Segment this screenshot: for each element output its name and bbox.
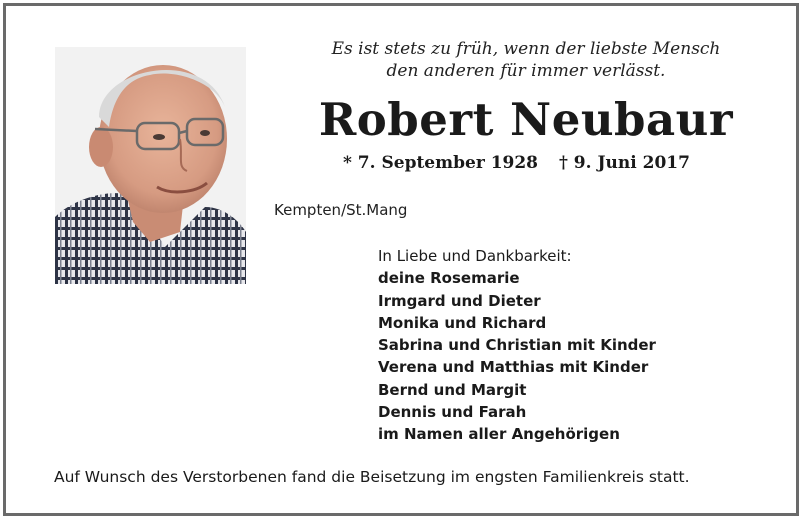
mourner-item: im Namen aller Angehörigen [378, 425, 620, 444]
mourner-item: Irmgard und Dieter [378, 291, 541, 310]
portrait-photo [55, 47, 246, 284]
burial-note: Auf Wunsch des Verstorbenen fand die Beisetzung im engsten Familienkreis statt. [54, 468, 690, 486]
mourner-item: deine Rosemarie [378, 269, 520, 288]
mourners-intro: In Liebe und Dankbarkeit: [378, 247, 572, 265]
mourner-item: Monika und Richard [378, 313, 547, 332]
mourner-item: Bernd und Margit [378, 380, 527, 399]
birth-date: * 7. September 1928 [343, 153, 539, 173]
mourner-item: Verena und Matthias mit Kinder [378, 358, 649, 377]
mourners-list [378, 245, 656, 446]
place-name: Kempten/St.Mang [274, 201, 408, 219]
death-date: † 9. Juni 2017 [559, 153, 690, 173]
obituary-card [3, 3, 799, 516]
deceased-name: Robert Neubaur [318, 93, 734, 146]
quote-line-1: Es ist stets zu früh, wenn der liebste Mensch [331, 39, 721, 59]
mourner-item: Sabrina und Christian mit Kinder [378, 336, 656, 355]
quote-line-2: den anderen für immer verlässt. [386, 61, 666, 81]
memorial-quote [266, 38, 786, 82]
mourner-item: Dennis und Farah [378, 403, 527, 422]
